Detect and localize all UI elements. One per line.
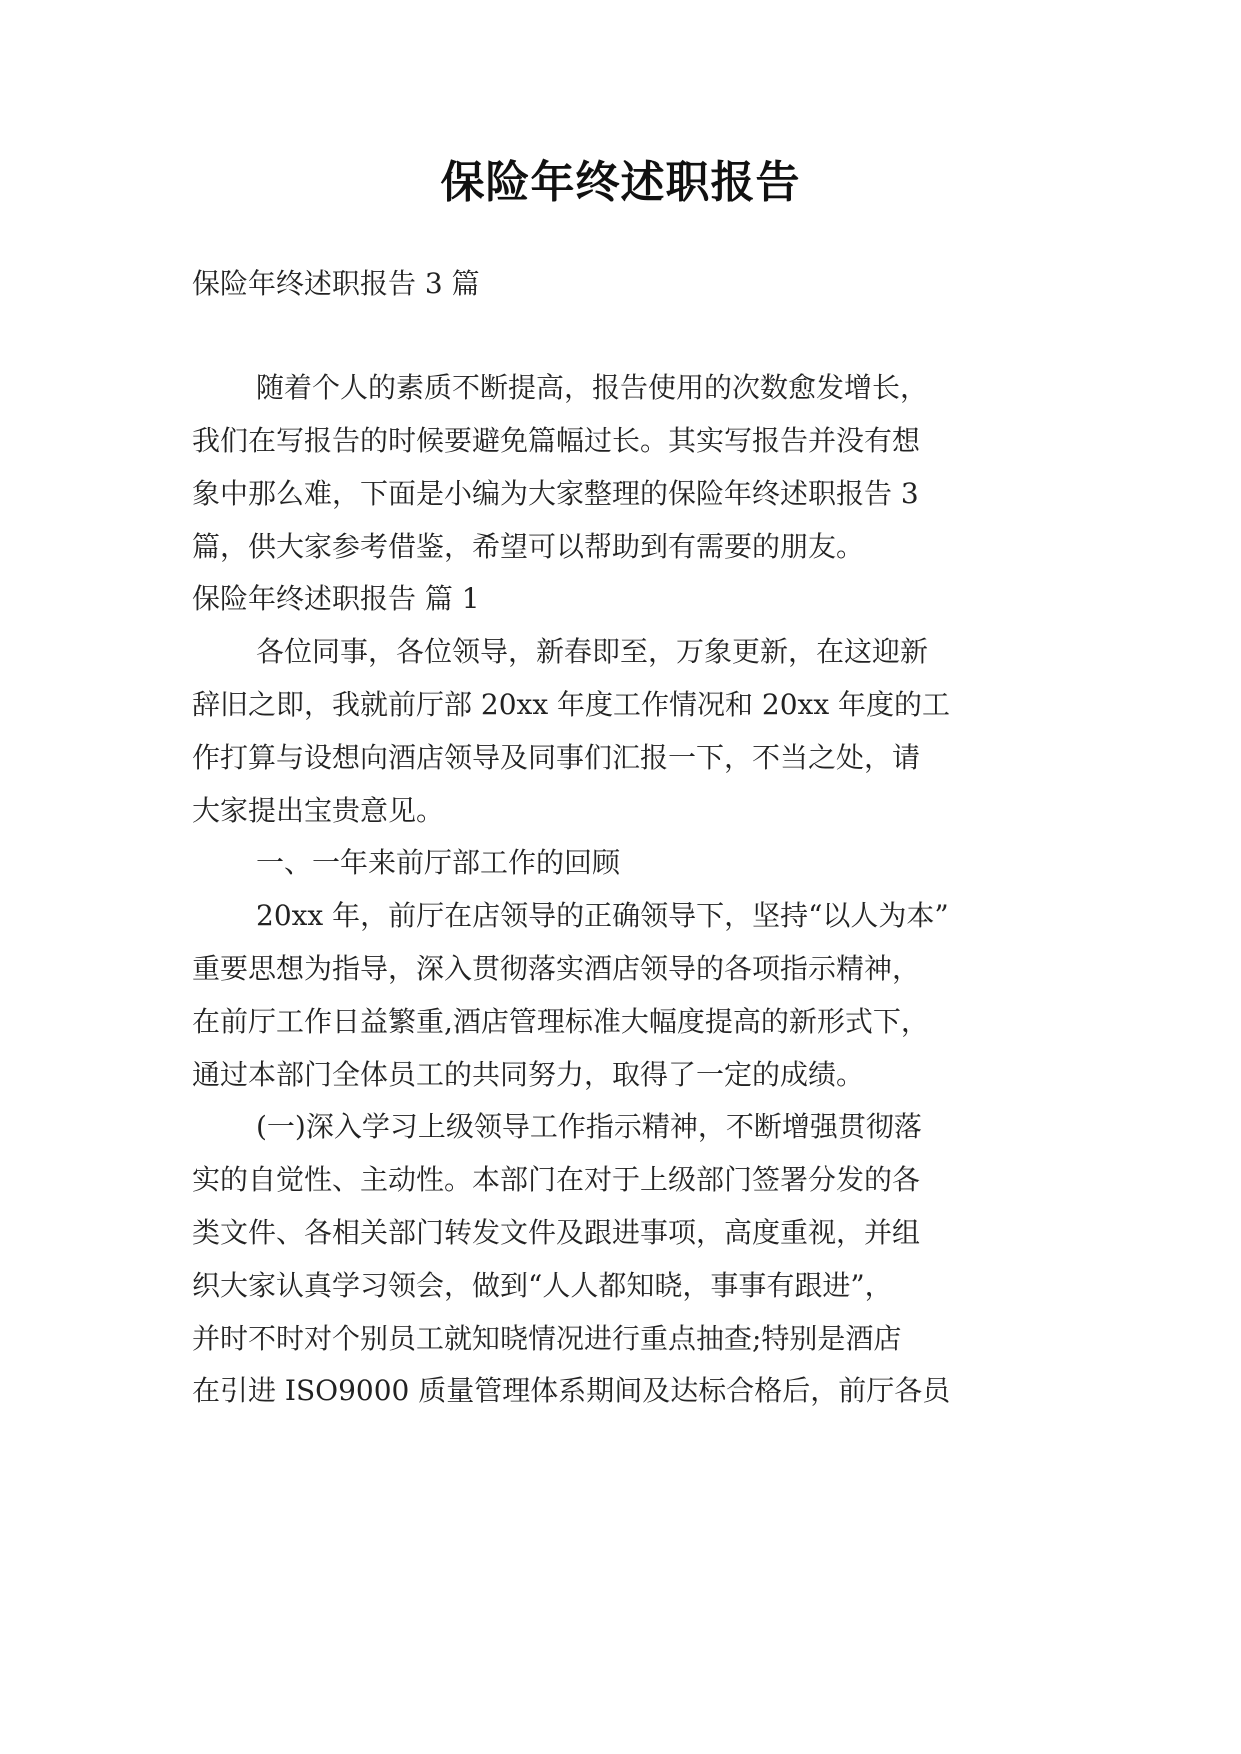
paragraph-line: 并时不时对个别员工就知晓情况进行重点抽查;特别是酒店 bbox=[192, 1322, 902, 1355]
paragraph-line: 辞旧之即，我就前厅部 20xx 年度工作情况和 20xx 年度的工 bbox=[192, 688, 951, 721]
paragraph-line: (一)深入学习上级领导工作指示精神，不断增强贯彻落 bbox=[256, 1110, 922, 1143]
paragraph-line: 我们在写报告的时候要避免篇幅过长。其实写报告并没有想 bbox=[192, 424, 921, 457]
document-title: 保险年终述职报告 bbox=[440, 157, 801, 208]
paragraph-line: 在前厅工作日益繁重,酒店管理标准大幅度提高的新形式下， bbox=[192, 1005, 929, 1038]
document-subtitle: 保险年终述职报告 3 篇 bbox=[192, 267, 480, 300]
paragraph-line: 在引进 ISO9000 质量管理体系期间及达标合格后，前厅各员 bbox=[192, 1374, 951, 1407]
paragraph-line: 随着个人的素质不断提高，报告使用的次数愈发增长， bbox=[256, 371, 929, 404]
section-heading: 保险年终述职报告 篇 1 bbox=[192, 582, 480, 615]
paragraph-line: 作打算与设想向酒店领导及同事们汇报一下，不当之处，请 bbox=[192, 741, 921, 774]
paragraph-line: 象中那么难，下面是小编为大家整理的保险年终述职报告 3 bbox=[192, 477, 919, 510]
paragraph-line: 20xx 年，前厅在店领导的正确领导下，坚持“以人为本” bbox=[256, 899, 949, 932]
paragraph-line: 实的自觉性、主动性。本部门在对于上级部门签署分发的各 bbox=[192, 1163, 921, 1196]
subheading: 一、一年来前厅部工作的回顾 bbox=[256, 846, 621, 879]
paragraph-line: 各位同事，各位领导，新春即至，万象更新，在这迎新 bbox=[256, 635, 929, 668]
paragraph-line: 重要思想为指导，深入贯彻落实酒店领导的各项指示精神， bbox=[192, 952, 921, 985]
paragraph-line: 织大家认真学习领会，做到“人人都知晓，事事有跟进”， bbox=[192, 1269, 893, 1302]
paragraph-line: 通过本部门全体员工的共同努力，取得了一定的成绩。 bbox=[192, 1058, 865, 1091]
paragraph-line: 类文件、各相关部门转发文件及跟进事项，高度重视，并组 bbox=[192, 1216, 921, 1249]
paragraph-line: 大家提出宝贵意见。 bbox=[192, 794, 445, 827]
paragraph-line: 篇，供大家参考借鉴，希望可以帮助到有需要的朋友。 bbox=[192, 530, 865, 563]
